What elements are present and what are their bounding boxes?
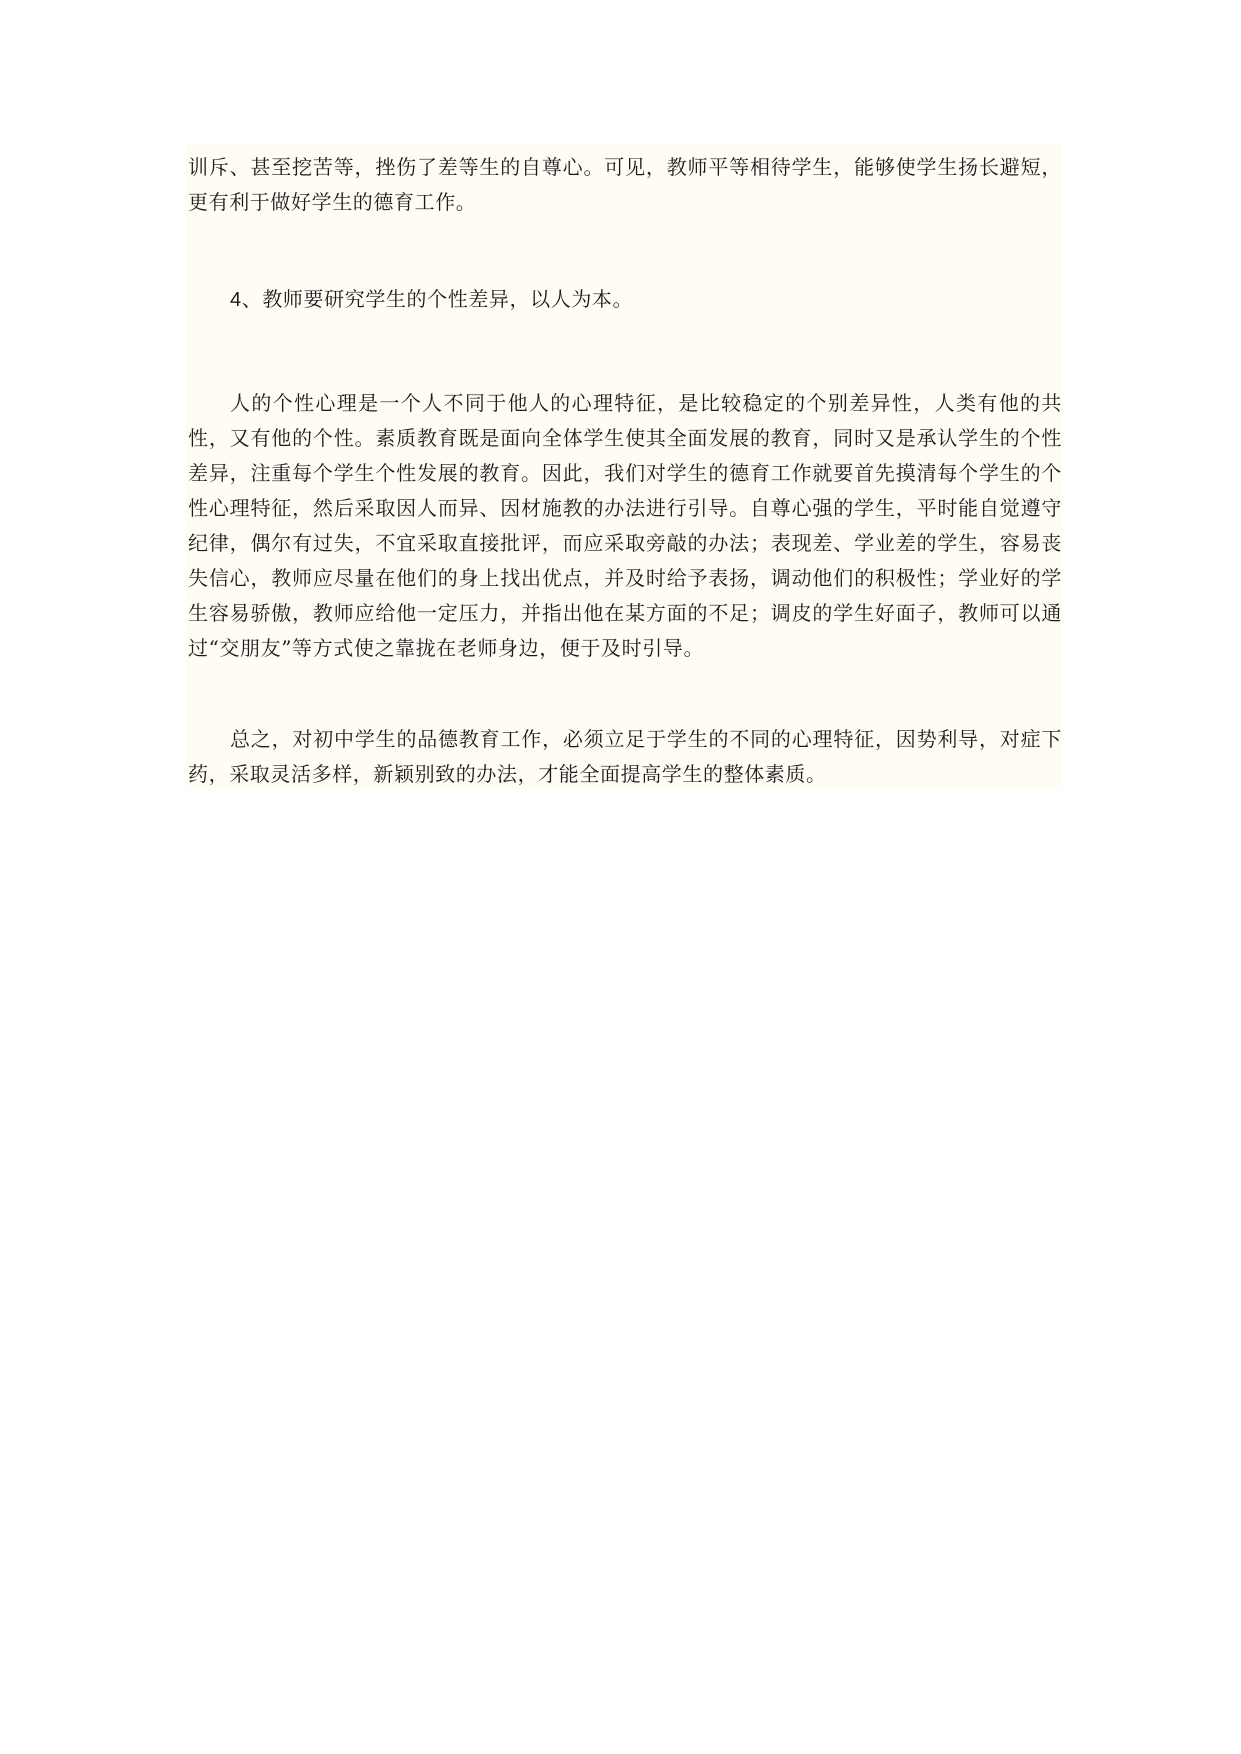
text-block	[186, 144, 1062, 790]
paragraph-personality: 人的个性心理是一个人不同于他人的心理特征，是比较稳定的个别差异性，人类有他的共性，又有他的个性。素质教育既是面向全体学生使其全面发展的教育，同时又是承认学生的个性差异，注重每个学生个性发展的教育。因此，我们对学生的德育工作就要首先摸清每个学生的个性心理特征，然后采取因人而异、因材施教的办法进行引导。自尊心强的学生，平时能自觉遵守纪律，偶尔有过失，不宜采取直接批评，而应采取旁敲的办法；表现差、学业差的学生，容易丧失信心，教师应尽量在他们的身上找出优点，并及时给予表扬，调动他们的积极性；学业好的学生容易骄傲，教师应给他一定压力，并指出他在某方面的不足；调皮的学生好面子，教师可以通过“交朋友”等方式使之靠拢在老师身边，便于及时引导。	[188, 391, 1062, 660]
paragraph-conclusion: 总之，对初中学生的品德教育工作，必须立足于学生的不同的心理特征，因势利导，对症下药，采取灵活多样，新颖别致的办法，才能全面提高学生的整体素质。	[188, 727, 1062, 786]
paragraph-continuation: 训斥、甚至挖苦等，挫伤了差等生的自尊心。可见，教师平等相待学生，能够使学生扬长避短，更有利于做好学生的德育工作。	[188, 155, 1062, 214]
section-number: 4	[230, 289, 242, 311]
section-heading-text: 、教师要研究学生的个性差异，以人为本。	[241, 287, 634, 311]
section-heading	[188, 282, 1062, 318]
